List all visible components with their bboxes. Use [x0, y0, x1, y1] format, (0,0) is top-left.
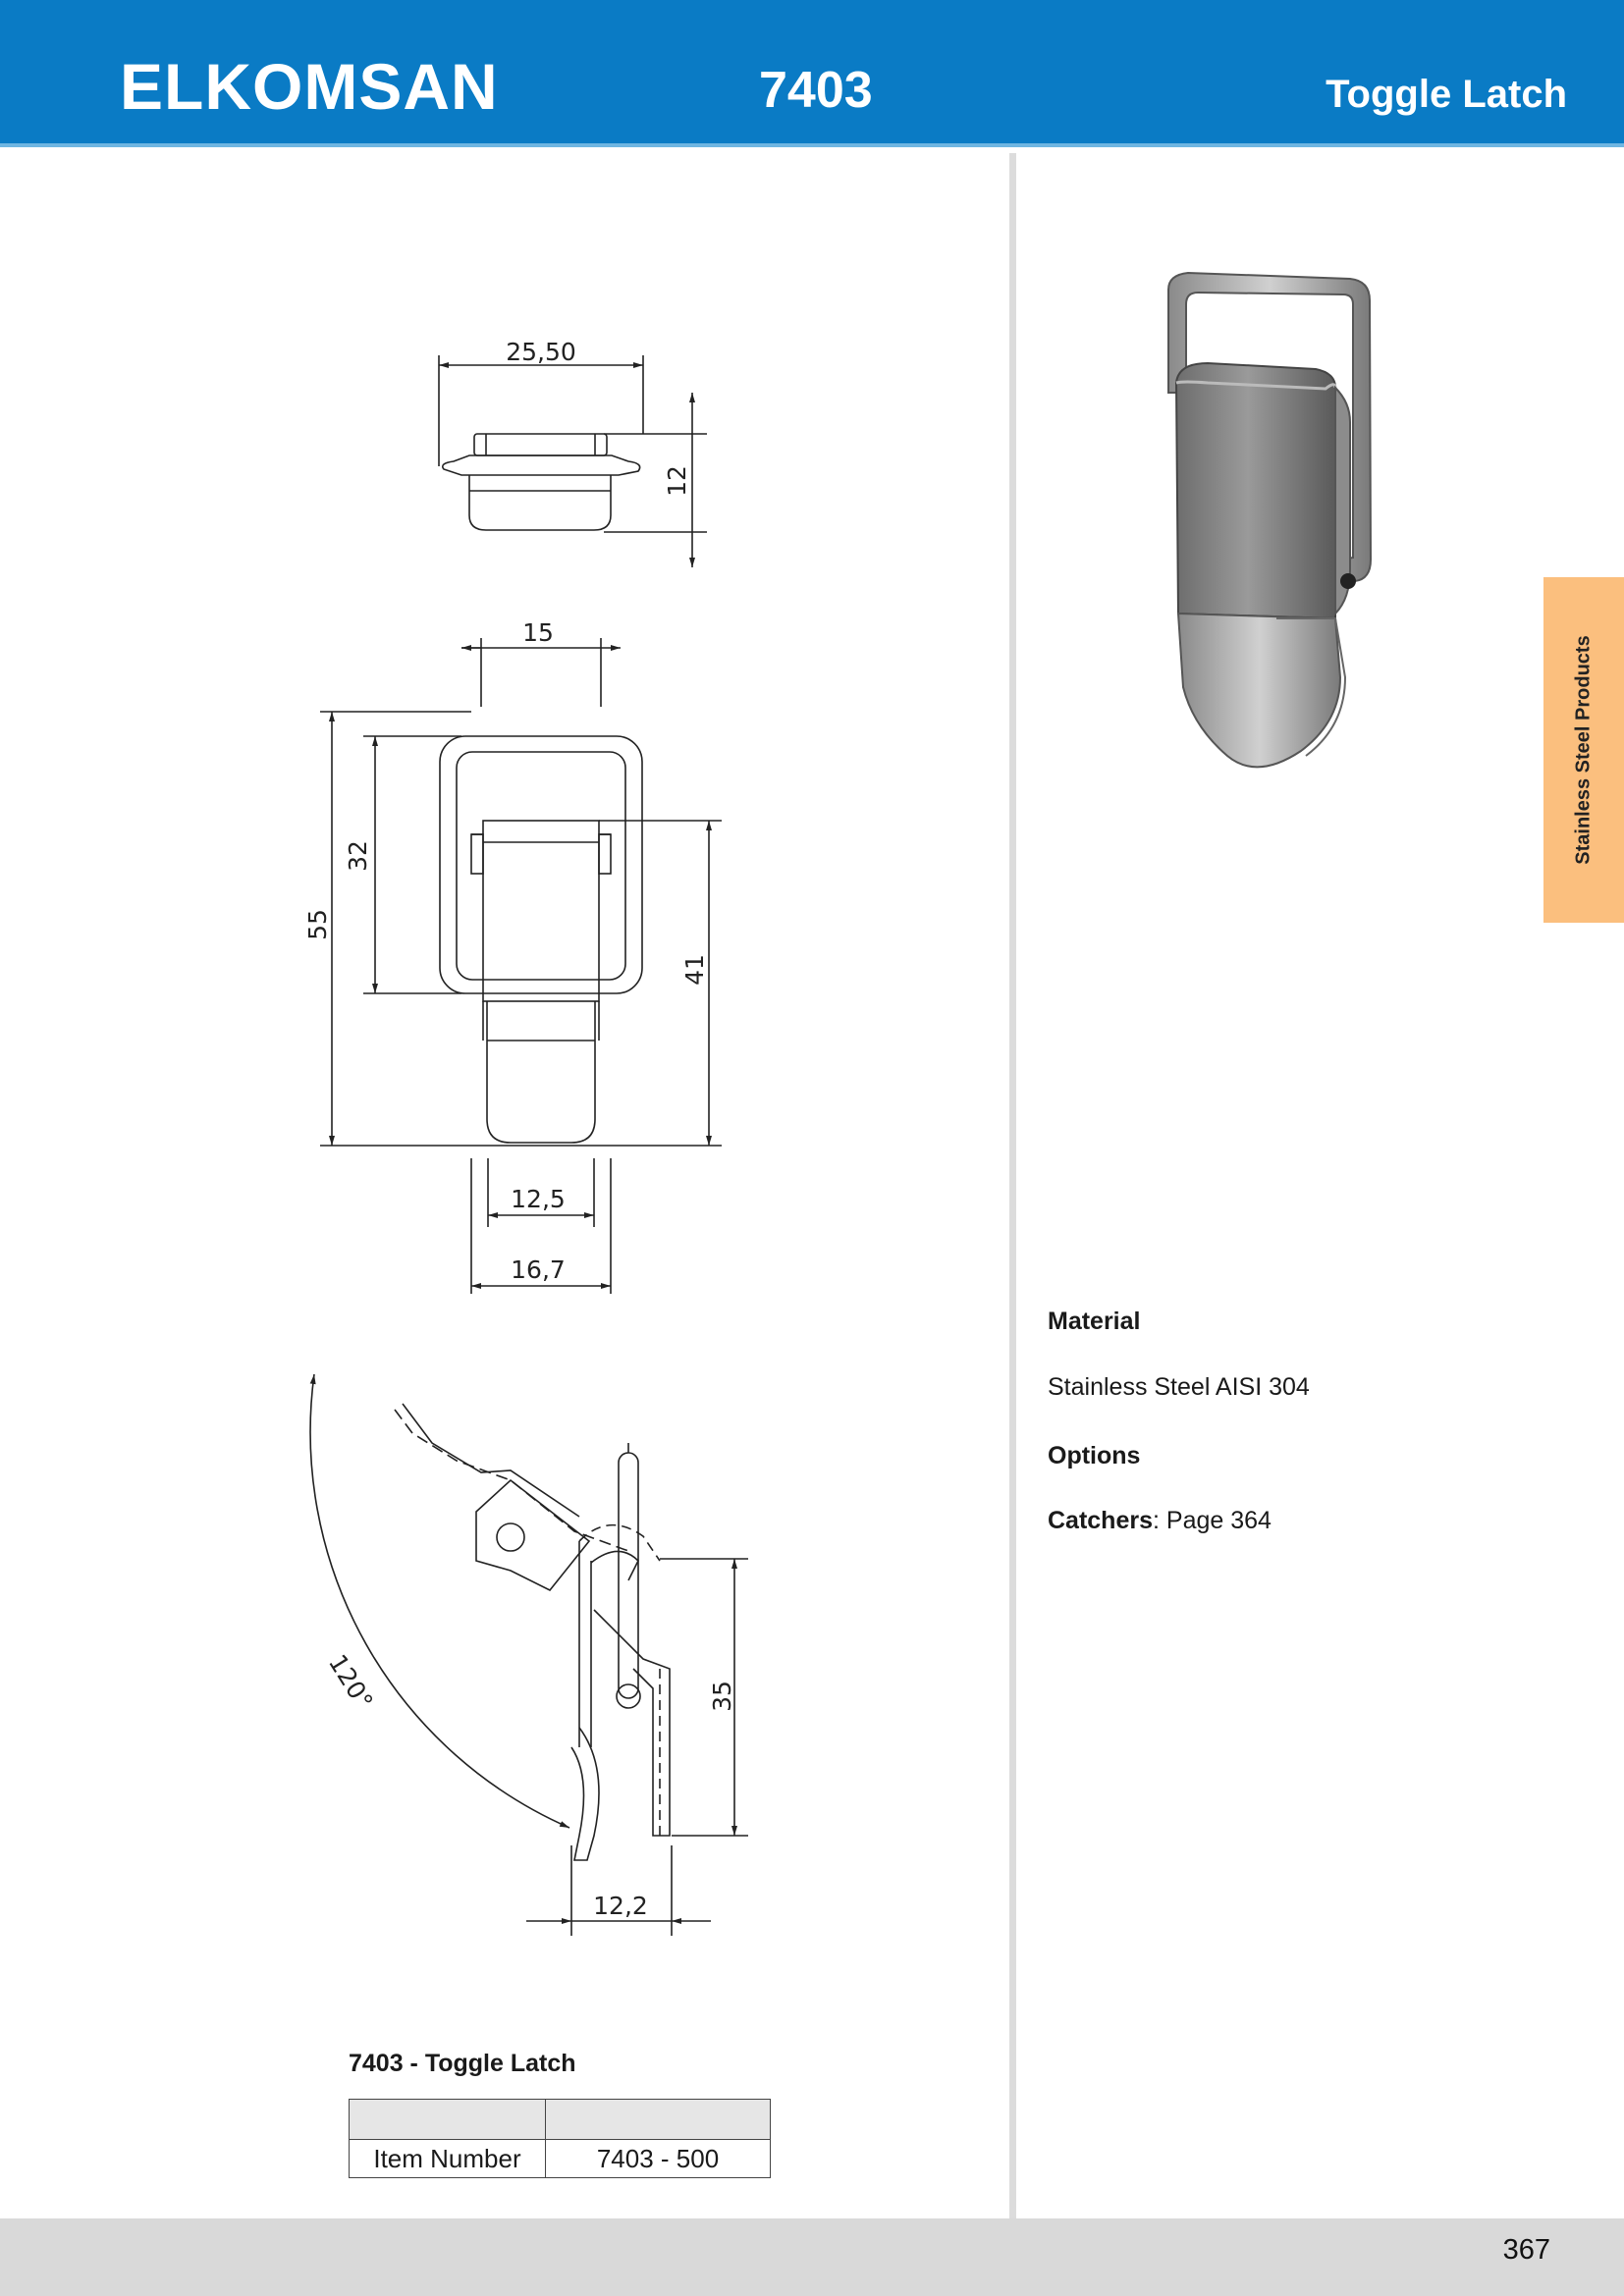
catchers-value: : Page 364 — [1153, 1507, 1272, 1534]
catchers-label: Catchers — [1048, 1507, 1153, 1534]
dim-top-height: 12 — [663, 465, 691, 497]
brand-name: ELKOMSAN — [120, 50, 499, 123]
options-label: Options — [1048, 1442, 1141, 1469]
material-value: Stainless Steel AISI 304 — [1048, 1373, 1310, 1401]
table-header-row — [350, 2100, 771, 2140]
dim-top-width: 25,50 — [506, 338, 576, 366]
table-header-cell — [546, 2100, 771, 2140]
product-title: Toggle Latch — [1326, 73, 1567, 116]
product-code: 7403 — [759, 62, 873, 119]
page-footer — [0, 2218, 1624, 2296]
material-label: Material — [1048, 1308, 1141, 1335]
table-title: 7403 - Toggle Latch — [349, 2050, 576, 2077]
spec-table — [349, 2099, 771, 2178]
dim-frame-width: 15 — [522, 618, 554, 647]
product-image — [1139, 265, 1394, 795]
table-row — [350, 2140, 771, 2178]
catchers-line — [1048, 1507, 1272, 1535]
column-divider — [1009, 153, 1016, 2218]
page-header — [0, 0, 1624, 145]
top-view-drawing — [439, 355, 707, 567]
dim-total-height: 55 — [303, 909, 332, 940]
dim-frame-height: 32 — [344, 840, 372, 872]
dim-side-depth: 12,2 — [593, 1892, 648, 1920]
technical-drawing — [0, 147, 1009, 2218]
item-number-label: Item Number — [350, 2140, 546, 2178]
section-side-tab — [1543, 577, 1624, 923]
section-side-tab-label: Stainless Steel Products — [1572, 635, 1595, 865]
dim-tip-width: 12,5 — [511, 1185, 566, 1213]
dim-body-height: 41 — [680, 954, 709, 986]
side-view-drawing — [310, 1374, 748, 1936]
table-header-cell — [350, 2100, 546, 2140]
page-number: 367 — [1502, 2234, 1550, 2266]
item-number-value: 7403 - 500 — [546, 2140, 771, 2178]
dim-side-height: 35 — [708, 1681, 736, 1712]
dim-angle: 120° — [322, 1649, 379, 1715]
dim-body-width: 16,7 — [511, 1255, 566, 1284]
